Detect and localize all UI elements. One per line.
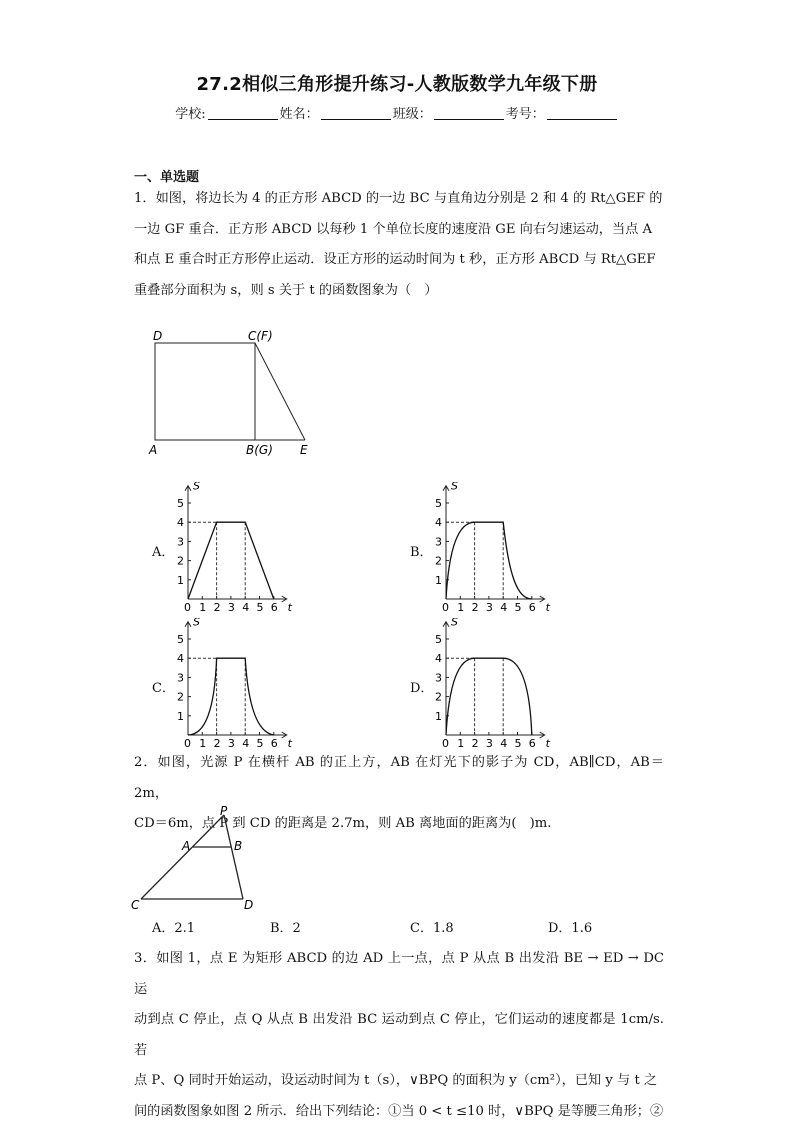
origin-label: 0 [184,601,191,614]
x-tick-label: 3 [228,737,235,750]
exam-no-blank[interactable] [547,107,617,120]
y-tick-label: 1 [435,574,442,587]
x-tick-label: 2 [472,737,479,750]
y-tick-label: 4 [435,516,442,529]
y-tick-label: 2 [177,691,184,704]
option-c-label[interactable]: C． [152,677,175,696]
page-title: 27.2相似三角形提升练习-人教版数学九年级下册 [0,70,794,96]
y-tick-label: 5 [435,497,442,510]
origin-label: 0 [442,737,449,750]
y-tick-label: 4 [177,516,184,529]
y-tick-label: 3 [435,671,442,684]
label-B: B [234,839,242,853]
label-E: E [300,443,308,457]
x-tick-label: 4 [500,737,507,750]
x-tick-label: 3 [486,601,493,614]
y-axis-label: S [193,618,200,629]
y-tick-label: 1 [435,710,442,723]
q3-text [134,944,664,1127]
y-tick-label: 4 [435,652,442,665]
choice-b[interactable]: B．2 [270,917,301,936]
q1-text [134,184,664,306]
y-tick-label: 3 [435,535,442,548]
name-label: 姓名： [280,107,319,122]
y-tick-label: 2 [177,555,184,568]
school-blank[interactable] [208,107,278,120]
y-axis-label: S [451,482,458,493]
label-CF: C(F) [248,329,273,343]
x-tick-label: 4 [500,601,507,614]
origin-label: 0 [184,737,191,750]
label-BG: B(G) [246,443,273,457]
option-b-graph[interactable] [428,482,558,614]
option-d-label[interactable]: D． [410,677,433,696]
student-info-line [0,103,794,122]
x-tick-label: 1 [457,737,464,750]
class-blank[interactable] [434,107,504,120]
label-D: D [244,898,253,912]
q1-figure [140,325,330,460]
label-C: C [131,898,140,912]
x-tick-label: 1 [199,601,206,614]
x-axis-label: t [546,737,551,750]
x-tick-label: 6 [271,601,278,614]
option-d-graph[interactable] [428,618,558,750]
y-tick-label: 1 [177,710,184,723]
x-tick-label: 2 [214,737,221,750]
y-tick-label: 2 [435,691,442,704]
y-axis-label: S [193,482,200,493]
q1-line: 和点 E 重合时正方形停止运动．设正方形的运动时间为 t 秒，正方形 ABCD 与 Rt△GEF [134,245,664,276]
y-axis-label: S [451,618,458,629]
label-A: A [181,839,190,853]
origin-label: 0 [442,601,449,614]
option-c-graph[interactable] [170,618,300,750]
y-tick-label: 3 [177,535,184,548]
label-A: A [148,443,157,457]
x-tick-label: 2 [472,601,479,614]
x-tick-label: 6 [271,737,278,750]
y-tick-label: 5 [177,633,184,646]
s-curve [188,658,274,735]
x-tick-label: 6 [529,601,536,614]
q1-line: 一边 GF 重合．正方形 ABCD 以每秒 1 个单位长度的速度沿 GE 向右匀速运动，当点 A [134,215,664,246]
x-tick-label: 5 [257,737,264,750]
exam-no-label: 考号： [506,107,545,122]
x-tick-label: 3 [486,737,493,750]
x-tick-label: 1 [199,737,206,750]
x-tick-label: 4 [242,737,249,750]
y-tick-label: 5 [177,497,184,510]
q3-line: 3．如图 1，点 E 为矩形 ABCD 的边 AD 上一点，点 P 从点 B 出发沿 BE → ED → DC 运 [134,944,664,1005]
x-tick-label: 5 [515,601,522,614]
name-blank[interactable] [321,107,391,120]
q2-line: CD＝6m，点 P 到 CD 的距离是 2.7m，则 AB 离地面的距离为( )m. [134,809,664,840]
q3-line: 动到点 C 停止，点 Q 从点 B 出发沿 BC 运动到点 C 停止，它们运动的速度都是 1cm/s.若 [134,1005,664,1066]
s-curve [446,522,532,599]
x-axis-label: t [288,601,293,614]
x-tick-label: 4 [242,601,249,614]
x-tick-label: 5 [515,737,522,750]
q2-figure [128,805,268,913]
y-tick-label: 1 [177,574,184,587]
option-b-label[interactable]: B． [410,541,433,560]
y-tick-label: 4 [177,652,184,665]
y-tick-label: 2 [435,555,442,568]
x-axis-label: t [288,737,293,750]
x-tick-label: 1 [457,601,464,614]
x-tick-label: 3 [228,601,235,614]
q1-line: 1．如图，将边长为 4 的正方形 ABCD 的一边 BC 与直角边分别是 2 和 4 的 Rt△GEF 的 [134,184,664,215]
s-curve [188,522,274,599]
section-heading: 一、单选题 [134,166,199,185]
class-label: 班级： [393,107,432,122]
y-tick-label: 5 [435,633,442,646]
label-D: D [153,329,162,343]
s-curve [446,658,532,735]
choice-a[interactable]: A．2.1 [152,917,195,936]
choice-c[interactable]: C．1.8 [410,917,454,936]
choice-d[interactable]: D．1.6 [548,917,592,936]
x-tick-label: 5 [257,601,264,614]
option-a-graph[interactable] [170,482,300,614]
x-tick-label: 6 [529,737,536,750]
label-P: P [220,805,228,818]
x-axis-label: t [546,601,551,614]
q3-line: 点 P、Q 同时开始运动，设运动时间为 t（s），∨BPQ 的面积为 y（cm²），已知 y 与 t 之 [134,1066,664,1097]
y-tick-label: 3 [177,671,184,684]
school-label: 学校: [175,107,205,122]
option-a-label[interactable]: A． [152,541,174,560]
q3-line: 间的函数图象如图 2 所示．给出下列结论：①当 0 < t ≤10 时，∨BPQ 是等腰三角形；② [134,1097,664,1127]
x-tick-label: 2 [214,601,221,614]
q2-line: 2．如图，光源 P 在横杆 AB 的正上方，AB 在灯光下的影子为 CD，AB∥CD，AB＝2m， [134,748,664,809]
q1-line: 重叠部分面积为 s，则 s 关于 t 的函数图象为（ ） [134,276,664,307]
